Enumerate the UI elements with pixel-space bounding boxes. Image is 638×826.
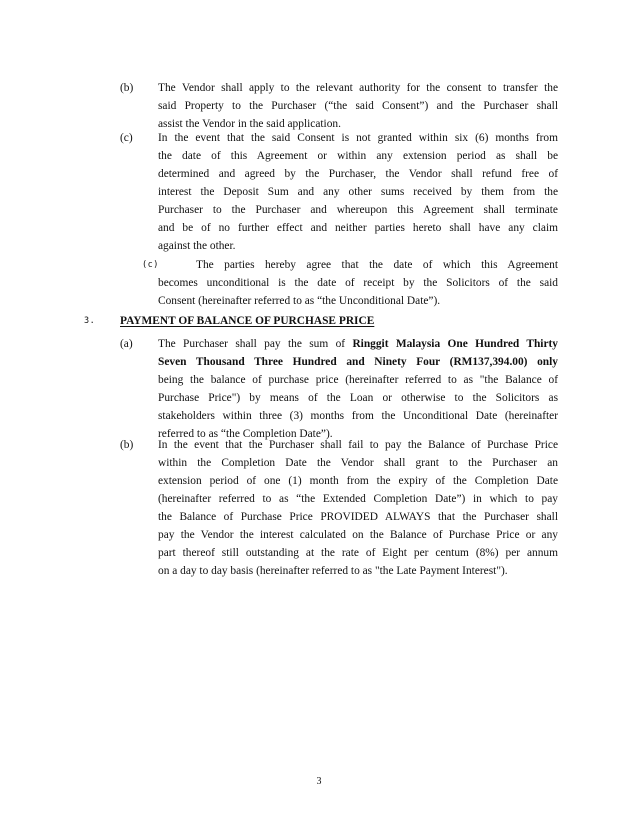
clause-3b-line: the Balance of Purchase Price PROVIDED ALWAYS that the Purchaser shall [158, 511, 558, 523]
clause-b-line: said Property to the Purchaser (“the said Consent”) and the Purchaser shall [158, 100, 558, 112]
clause-b-label: (b) [120, 82, 134, 94]
clause-3a-amount-words: Ringgit Malaysia One Hundred Thirty [352, 338, 558, 350]
clause-b-line: The Vendor shall apply to the relevant authority for the consent to transfer the [158, 82, 558, 94]
clause-b-line: assist the Vendor in the said application. [158, 118, 341, 130]
clause-3a-text [158, 335, 558, 443]
clause-3b-line: within the Completion Date the Vendor shall grant to the Purchaser an [158, 457, 558, 469]
clause-c-line: the date of this Agreement or within any extension period as shall be [158, 150, 558, 162]
clause-c-line: In the event that the said Consent is not granted within six (6) months from [158, 132, 558, 144]
clause-3b-label: (b) [120, 439, 134, 451]
clause-c-line: determined and agreed by the Purchaser, the Vendor shall refund free of [158, 168, 558, 180]
clause-3a-line: being the balance of purchase price (hereinafter referred to as "the Balance of [158, 374, 558, 386]
clause-3a-line: referred to as “the Completion Date”). [158, 428, 333, 440]
clause-c-second-label: (c) [142, 260, 159, 270]
clause-3a-line [158, 335, 558, 353]
page-number: 3 [316, 776, 322, 787]
clause-3a-amount-figure: Seven Thousand Three Hundred and Ninety Four (RM137,394.00) only [158, 356, 558, 368]
clause-c-second-line: Consent (hereinafter referred to as “the Unconditional Date”). [158, 295, 441, 307]
clause-3a-line [158, 353, 558, 371]
clause-3b-line: (hereinafter referred to as “the Extended Completion Date”) in which to pay [158, 493, 558, 505]
clause-c-second-line: The parties hereby agree that the date of which this Agreement [196, 259, 558, 271]
clause-3b-line: part thereof still outstanding at the rate of Eight per centum (8%) per annum [158, 547, 558, 559]
clause-3b-text [158, 436, 558, 580]
clause-3a-label: (a) [120, 338, 133, 350]
clause-c-second-first-line [196, 256, 558, 274]
clause-b-text [158, 79, 558, 133]
clause-c-line: interest the Deposit Sum and any other sums received by them from the [158, 186, 558, 198]
clause-3a-line: stakeholders within three (3) months from the Unconditional Date (hereinafter [158, 410, 558, 422]
section-heading: PAYMENT OF BALANCE OF PURCHASE PRICE [120, 315, 375, 327]
clause-3b-line: on a day to day basis (hereinafter referred to as "the Late Payment Interest"). [158, 565, 508, 577]
clause-c-line: and be of no further effect and neither parties hereto shall have any claim [158, 222, 558, 234]
clause-3b-line: In the event that the Purchaser shall fail to pay the Balance of Purchase Price [158, 439, 558, 451]
clause-3a-prefix: The Purchaser shall pay the sum of [158, 338, 353, 350]
clause-c-label: (c) [120, 132, 133, 144]
clause-c-line: against the other. [158, 240, 236, 252]
clause-3b-line: extension period of one (1) month from the expiry of the Completion Date [158, 475, 558, 487]
clause-3a-line: Purchase Price") by means of the Loan or otherwise to the Solicitors as [158, 392, 558, 404]
clause-c-second-line: becomes unconditional is the date of receipt by the Solicitors of the said [158, 277, 558, 289]
clause-3b-line: pay the Vendor the interest calculated on the Balance of Purchase Price or any [158, 529, 558, 541]
clause-c-text [158, 129, 558, 255]
section-number: 3. [84, 316, 96, 326]
clause-c-second-text [158, 274, 558, 310]
clause-c-line: Purchaser to the Purchaser and whereupon this Agreement shall terminate [158, 204, 558, 216]
